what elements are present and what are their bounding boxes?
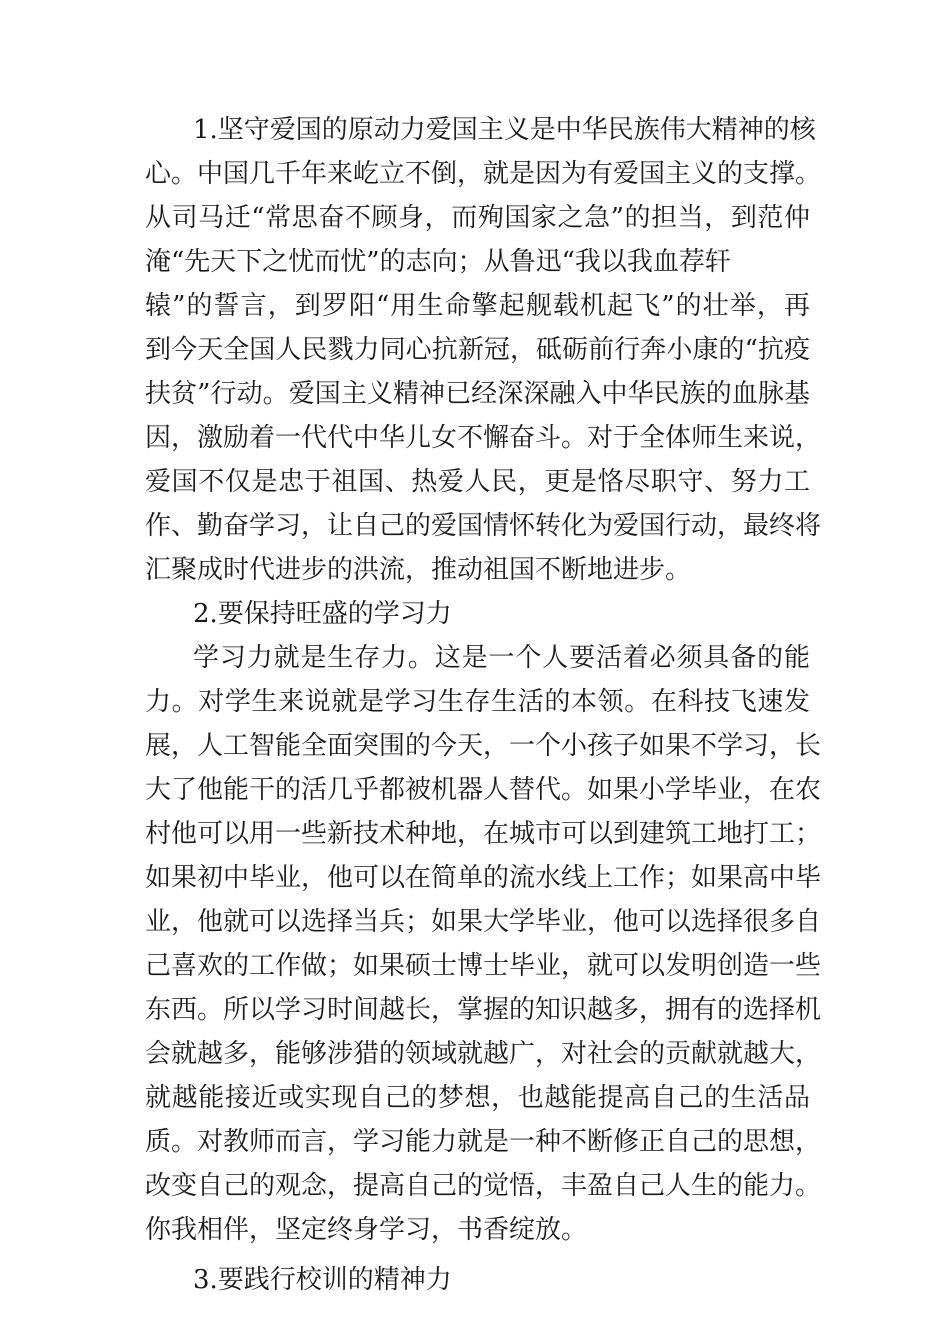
text-line: 因，激励着一代代中华儿女不懈奋斗。对于全体师生来说， [145, 423, 822, 453]
section-heading-school-motto: 3.要践行校训的精神力 [193, 1265, 452, 1295]
text-line: 会就越多，能够涉猎的领域就越广，对社会的贡献就越大， [145, 1039, 822, 1069]
text-line: 从司马迁“常思奋不顾身，而殉国家之急”的担当，到范仲 [145, 203, 810, 233]
text-line: 展，人工智能全面突围的今天，一个小孩子如果不学习，长 [145, 731, 822, 761]
text-line: 改变自己的观念，提高自己的觉悟，丰盈自己人生的能力。 [145, 1171, 822, 1201]
text-line: 1.坚守爱国的原动力爱国主义是中华民族伟大精神的核 [193, 115, 816, 145]
text-line: 业，他就可以选择当兵；如果大学毕业，他可以选择很多自 [145, 907, 822, 937]
text-line: 心。中国几千年来屹立不倒，就是因为有爱国主义的支撑。 [145, 159, 822, 189]
text-line: 汇聚成时代进步的洪流，推动祖国不断地进步。 [145, 555, 692, 585]
text-line: 辕”的誓言，到罗阳“用生命擎起舰载机起飞”的壮举，再 [145, 291, 810, 321]
text-line: 质。对教师而言，学习能力就是一种不断修正自己的思想， [145, 1127, 822, 1157]
text-line: 扶贫”行动。爱国主义精神已经深深融入中华民族的血脉基 [145, 379, 810, 409]
document-page [145, 108, 822, 1302]
text-line: 力。对学生来说就是学习生存生活的本领。在科技飞速发 [145, 687, 810, 717]
text-line: 就越能接近或实现自己的梦想，也越能提高自己的生活品 [145, 1083, 810, 1113]
text-line: 如果初中毕业，他可以在简单的流水线上工作；如果高中毕 [145, 863, 822, 893]
section-heading-learning: 2.要保持旺盛的学习力 [193, 599, 452, 629]
text-line: 村他可以用一些新技术种地，在城市可以到建筑工地打工； [145, 819, 822, 849]
paragraph-patriotism [145, 108, 822, 592]
text-line: 己喜欢的工作做；如果硕士博士毕业，就可以发明创造一些 [145, 951, 822, 981]
text-line: 大了他能干的活几乎都被机器人替代。如果小学毕业，在农 [145, 775, 822, 805]
paragraph-learning [145, 636, 822, 1252]
text-line: 东西。所以学习时间越长，掌握的知识越多，拥有的选择机 [145, 995, 822, 1025]
text-line: 你我相伴，坚定终身学习，书香绽放。 [145, 1215, 588, 1245]
text-line: 爱国不仅是忠于祖国、热爱人民，更是恪尽职守、努力工 [145, 467, 810, 497]
text-line: 作、勤奋学习，让自己的爱国情怀转化为爱国行动，最终将 [145, 511, 822, 541]
text-line: 学习力就是生存力。这是一个人要活着必须具备的能 [193, 643, 810, 673]
text-line: 淹“先天下之忧而忧”的志向；从鲁迅“我以我血荐轩 [145, 247, 731, 277]
text-line: 到今天全国人民戮力同心抗新冠，砥砺前行奔小康的“抗疫 [145, 335, 810, 365]
